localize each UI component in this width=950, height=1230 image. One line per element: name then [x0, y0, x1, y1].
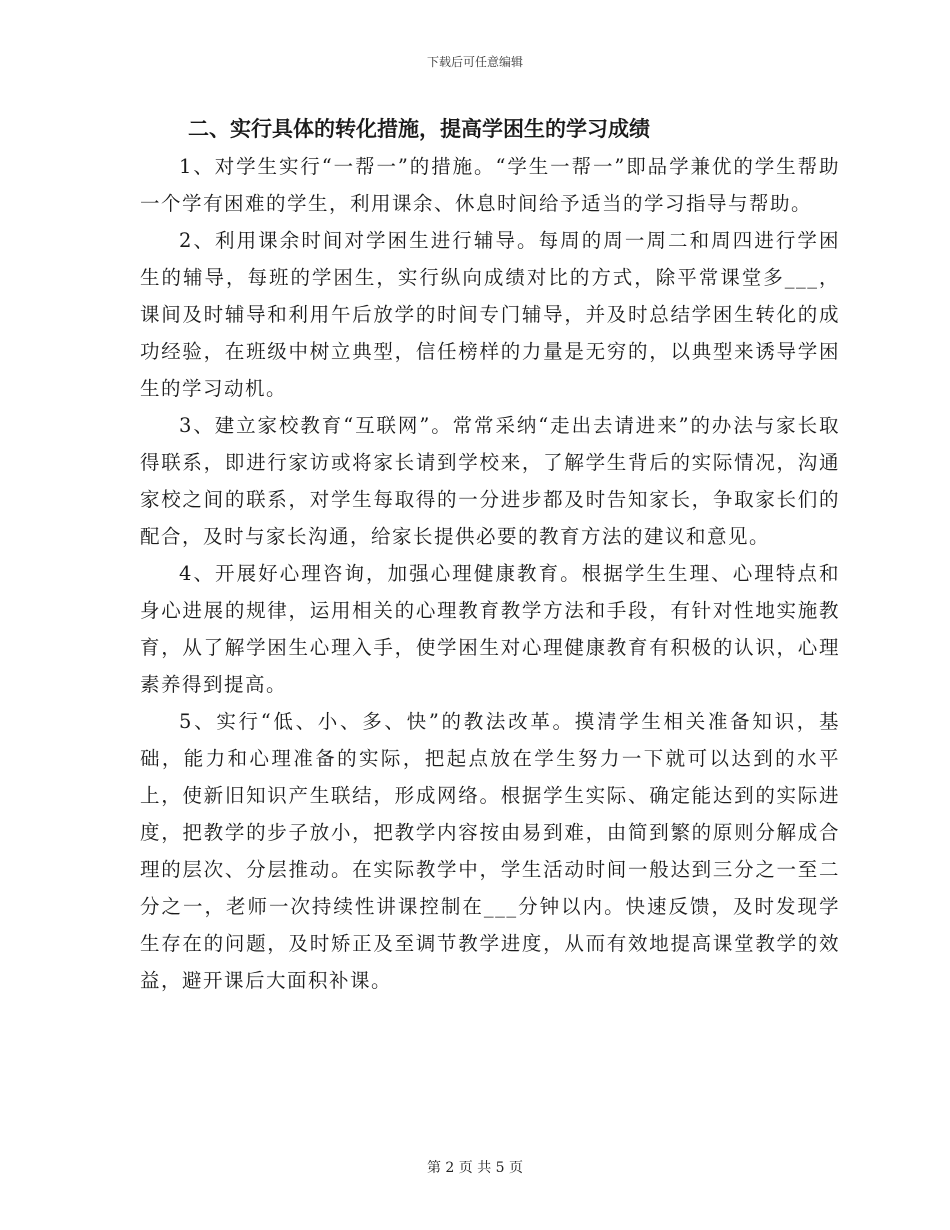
page-header: 下载后可任意编辑 — [426, 55, 523, 69]
page-number: 第 2 页 共 5 页 — [426, 1160, 524, 1176]
section-heading: 二、实行具体的转化措施，提高学困生的学习成绩 — [188, 117, 650, 141]
paragraph-4: 4、开展好心理咨询，加强心理健康教育。根据学生生理、心理特点和身心进展的规律，运用相关的心理教育教学方法和手段，有针对性地实施教育，从了解学困生心理入手，使学困生对心理健康教育有积极的认识，心理素养得到提高。 — [140, 562, 840, 696]
paragraph-2: 2、利用课余时间对学困生进行辅导。每周的周一周二和周四进行学困生的辅导，每班的学困生，实行纵向成绩对比的方式，除平常课堂多___，课间及时辅导和利用午后放学的时间专门辅导，并及时总结学困生转化的成功经验，在班级中树立典型，信任榜样的力量是无穷的，以典型来诱导学困生的学习动机。 — [140, 229, 840, 400]
document-body — [140, 110, 840, 999]
paragraph-1: 1、对学生实行“一帮一”的措施。“学生一帮一”即品学兼优的学生帮助一个学有困难的学生，利用课余、休息时间给予适当的学习指导与帮助。 — [140, 155, 840, 215]
paragraph-3: 3、建立家校教育“互联网”。常常采纳“走出去请进来”的办法与家长取得联系，即进行家访或将家长请到学校来，了解学生背后的实际情况，沟通家校之间的联系，对学生每取得的一分进步都及时告知家长，争取家长们的配合，及时与家长沟通，给家长提供必要的教育方法的建议和意见。 — [140, 414, 840, 548]
paragraph-5: 5、实行“低、小、多、快”的教法改革。摸清学生相关准备知识，基础，能力和心理准备的实际，把起点放在学生努力一下就可以达到的水平上，使新旧知识产生联结，形成网络。根据学生实际、确定能达到的实际进度，把教学的步子放小，把教学内容按由易到难，由简到繁的原则分解成合理的层次、分层推动。在实际教学中，学生活动时间一般达到三分之一至二分之一，老师一次持续性讲课控制在___分钟以内。快速反馈，及时发现学生存在的问题，及时矫正及至调节教学进度，从而有效地提高课堂教学的效益，避开课后大面积补课。 — [140, 710, 840, 992]
